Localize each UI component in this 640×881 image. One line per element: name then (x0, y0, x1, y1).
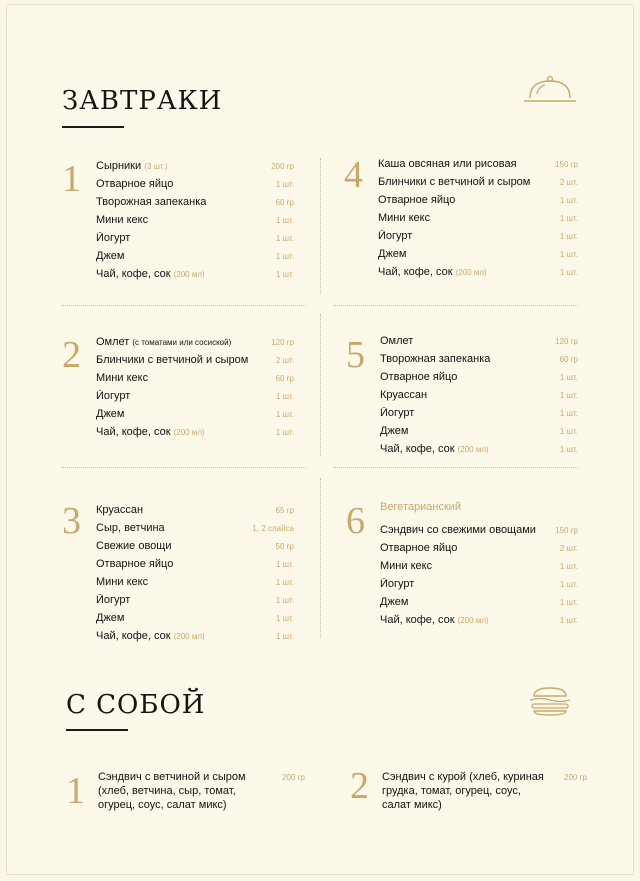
menu-item: Блинчики с ветчиной и сыром 2 шт. (378, 176, 578, 188)
menu-item: Джем 1 шт. (380, 425, 578, 437)
menu-item: Йогурт 1 шт. (380, 407, 578, 419)
menu-item: Омлет (с томатами или сосиской) 120 гр (96, 336, 294, 348)
set-number: 3 (62, 500, 81, 542)
menu-item: Йогурт 1 шт. (96, 594, 294, 606)
menu-item: Йогурт 1 шт. (378, 230, 578, 242)
menu-item: Джем 1 шт. (96, 612, 294, 624)
grid-divider-horizontal (62, 467, 306, 468)
menu-item: Сыр, ветчина 1, 2 слайса (96, 522, 294, 534)
menu-item: Мини кекс 1 шт. (96, 214, 294, 226)
set-subtitle: Вегетарианский (380, 501, 462, 513)
menu-item: Блинчики с ветчиной и сыром 2 шт. (96, 354, 294, 366)
menu-item: Йогурт 1 шт. (380, 578, 578, 590)
grid-divider-vertical (320, 478, 321, 638)
breakfast-title-underline (62, 126, 124, 128)
menu-item: Мини кекс 1 шт. (380, 560, 578, 572)
grid-divider-vertical (320, 314, 321, 456)
grid-divider-horizontal (62, 305, 306, 306)
menu-item: Круассан 1 шт. (380, 389, 578, 401)
menu-item: Чай, кофе, сок (200 мл) 1 шт. (96, 426, 294, 438)
set-number: 6 (346, 500, 365, 542)
menu-item: Отварное яйцо 1 шт. (96, 178, 294, 190)
menu-item: Мини кекс 1 шт. (378, 212, 578, 224)
cloche-icon (520, 72, 580, 106)
menu-item: Каша овсяная или рисовая 150 гр (378, 158, 578, 170)
menu-item: Чай, кофе, сок (200 мл) 1 шт. (96, 268, 294, 280)
grid-divider-horizontal (334, 305, 578, 306)
menu-item: Отварное яйцо 1 шт. (378, 194, 578, 206)
menu-item: Мини кекс 1 шт. (96, 576, 294, 588)
grid-divider-vertical (320, 158, 321, 294)
menu-item: Свежие овощи 50 гр (96, 540, 294, 552)
menu-item: Чай, кофе, сок (200 мл) 1 шт. (96, 630, 294, 642)
menu-item: Джем 1 шт. (96, 408, 294, 420)
menu-item: Отварное яйцо 1 шт. (380, 371, 578, 383)
menu-item: Отварное яйцо 2 шт. (380, 542, 578, 554)
takeaway-description: Сэндвич с ветчиной и сыром (хлеб, ветчина, сыр, томат, огурец, соус, салат микс) (98, 771, 246, 811)
takeaway-amount: 200 гр (564, 773, 587, 782)
menu-item: Чай, кофе, сок (200 мл) 1 шт. (380, 614, 578, 626)
menu-item: Йогурт 1 шт. (96, 390, 294, 402)
menu-item: Сырники (3 шт.) 200 гр (96, 160, 294, 172)
menu-item: Круассан 65 гр (96, 504, 294, 516)
takeaway-description: Сэндвич с курой (хлеб, куриная грудка, томат, огурец, соус, салат микс) (382, 771, 544, 811)
breakfast-title: ЗАВТРАКИ (62, 86, 223, 116)
sandwich-icon (520, 684, 580, 718)
menu-item: Мини кекс 60 гр (96, 372, 294, 384)
set-number: 4 (344, 154, 363, 196)
menu-item: Чай, кофе, сок (200 мл) 1 шт. (378, 266, 578, 278)
takeaway-title-underline (66, 729, 128, 731)
takeaway-amount: 200 гр (282, 773, 305, 782)
set-number: 2 (62, 334, 81, 376)
takeaway-number: 2 (350, 765, 369, 807)
takeaway-number: 1 (66, 770, 85, 812)
menu-item: Джем 1 шт. (378, 248, 578, 260)
grid-divider-horizontal (334, 467, 578, 468)
menu-item: Творожная запеканка 60 гр (96, 196, 294, 208)
menu-item: Йогурт 1 шт. (96, 232, 294, 244)
set-number: 1 (62, 158, 81, 200)
menu-item: Джем 1 шт. (96, 250, 294, 262)
set-number: 5 (346, 334, 365, 376)
menu-item: Чай, кофе, сок (200 мл) 1 шт. (380, 443, 578, 455)
menu-item: Отварное яйцо 1 шт. (96, 558, 294, 570)
menu-item: Сэндвич со свежими овощами 150 гр (380, 524, 578, 536)
menu-item: Творожная запеканка 60 гр (380, 353, 578, 365)
menu-item: Омлет 120 гр (380, 335, 578, 347)
menu-item: Джем 1 шт. (380, 596, 578, 608)
takeaway-title: С СОБОЙ (66, 690, 206, 720)
